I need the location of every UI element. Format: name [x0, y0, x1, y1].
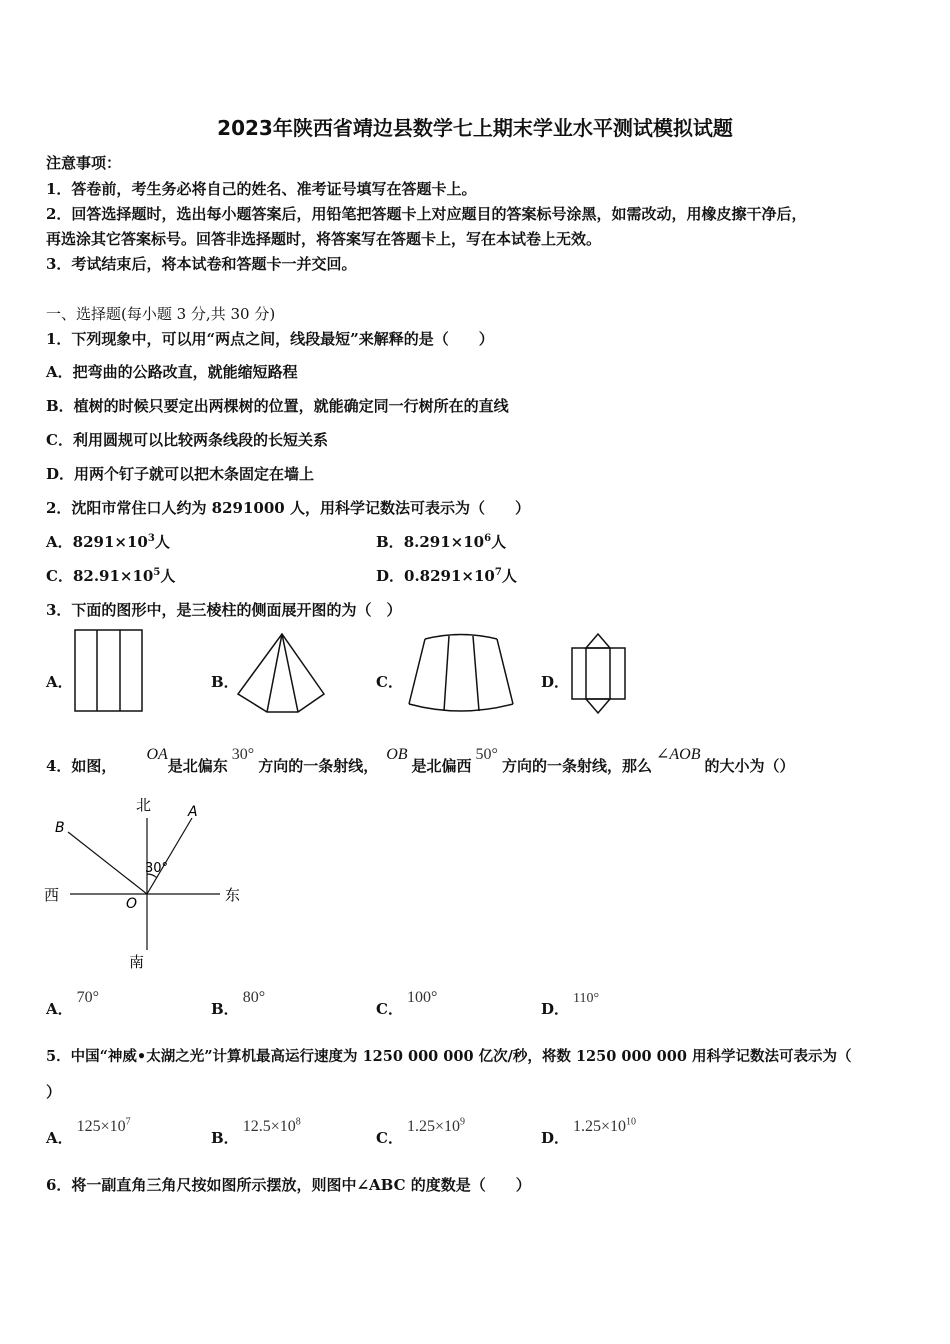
question-1-option: D．用两个钉子就可以把木条固定在墙上 [46, 465, 315, 483]
question-5-option-a: A．$125\times 10^7$ [46, 1116, 131, 1147]
ray-oa: OA [146, 746, 168, 763]
question-4-option-b: B．80° [211, 989, 266, 1018]
question-4-compass-figure [40, 790, 260, 980]
notice-item: 1．答卷前，考生务必将自己的姓名、准考证号填写在答题卡上。 [46, 180, 477, 198]
question-5-option-d: D．$1.25\times 10^{10}$ [541, 1116, 637, 1147]
figure-a-three-rectangles [75, 630, 142, 711]
question-1-option: C．利用圆规可以比较两条线段的长短关系 [46, 431, 328, 449]
question-3-option-label: A． [46, 673, 73, 691]
question-5-option-b: B．$12.5\times 10^8$ [211, 1116, 301, 1147]
point-o-label: O [126, 896, 138, 912]
angle-30-label: 30° [145, 861, 169, 876]
question-5-stem: 5．中国“神威•太湖之光”计算机最高运行速度为 1250 000 000 亿次/秒，将数 1250 000 000 用科学记数法可表示为（ [46, 1048, 852, 1065]
notice-heading: 注意事项： [46, 154, 122, 172]
point-a-label: A [188, 804, 198, 820]
ray-ob: OB [386, 746, 408, 763]
section-heading: 一、选择题(每小题 3 分,共 30 分) [46, 305, 276, 323]
question-3-option-label: C． [376, 673, 403, 691]
notice-item: 2．回答选择题时，选出每小题答案后，用铅笔把答题卡上对应题目的答案标号涂黑，如需改动，用橡皮擦干净后， [46, 205, 807, 223]
point-b-label: B [55, 820, 65, 836]
question-2-option-a: A．$8291\times 10^3$人 [46, 533, 170, 551]
angle-50: 50° [475, 746, 498, 763]
question-4-option-d: D．110° [541, 991, 600, 1018]
question-6-stem: 6．将一副直角三角尺按如图所示摆放，则图中∠ABC 的度数是（ ） [46, 1176, 531, 1194]
north-label: 北 [136, 796, 152, 814]
question-4-stem: 4．如图，OA是北偏东30°方向的一条射线，OB是北偏西50°方向的一条射线，那么∠AOB的大小为（） [46, 746, 795, 775]
question-3-option-label: B． [211, 673, 239, 691]
notice-item: 再选涂其它答案标号。回答非选择题时，将答案写在答题卡上，写在本试卷上无效。 [46, 230, 602, 248]
angle-aob: ∠AOB [655, 746, 701, 763]
question-2-option-b: B．$8.291\times 10^6$人 [376, 533, 507, 551]
figure-c-curved-strip [409, 635, 513, 712]
east-label: 东 [225, 886, 241, 904]
question-2-option-c: C．$82.91\times 10^5$人 [46, 567, 176, 585]
notice-item: 3．考试结束后，将本试卷和答题卡一并交回。 [46, 255, 357, 273]
question-5-stem-end: ） [46, 1083, 62, 1101]
question-2-option-d: D．$0.8291\times 10^7$人 [376, 567, 517, 585]
question-1-stem: 1．下列现象中，可以用“两点之间，线段最短”来解释的是（ ） [46, 330, 494, 348]
figure-b-triangle-fan [238, 634, 324, 712]
question-5-option-c: C．$1.25\times 10^9$ [376, 1116, 465, 1147]
question-3-stem: 3．下面的图形中，是三棱柱的侧面展开图的为（ ） [46, 601, 402, 619]
question-3-option-label: D． [541, 673, 570, 691]
south-label: 南 [129, 953, 145, 971]
question-4-option-c: C．100° [376, 989, 438, 1018]
exam-title: 2023年陕西省靖边县数学七上期末学业水平测试模拟试题 [217, 116, 733, 140]
angle-30: 30° [231, 746, 255, 763]
question-1-option: A．把弯曲的公路改直，就能缩短路程 [46, 363, 298, 381]
question-4-option-a: A．70° [46, 989, 100, 1018]
west-label: 西 [44, 886, 60, 904]
question-1-option: B．植树的时候只要定出两棵树的位置，就能确定同一行树所在的直线 [46, 397, 509, 415]
question-2-stem: 2．沈阳市常住口人约为 8291000 人，用科学记数法可表示为（ ） [46, 499, 530, 517]
figure-d-prism-net [572, 634, 625, 713]
